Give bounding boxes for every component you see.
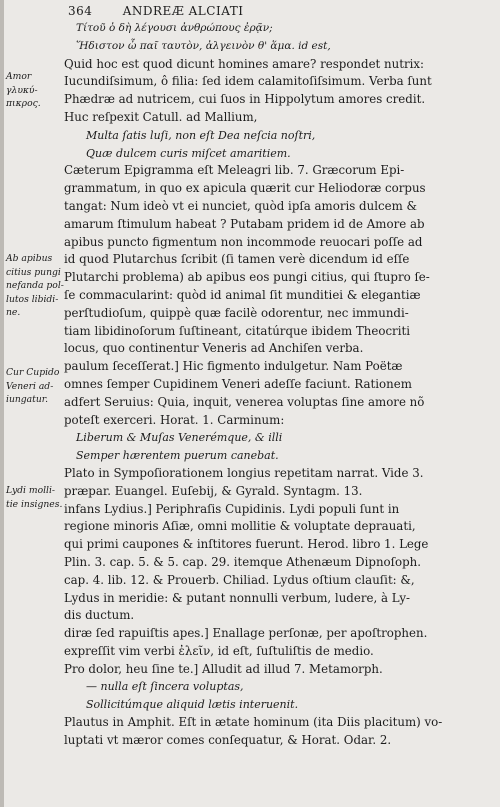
text-line: Plautus in Amphit. Eſt in ætate hominum (ita Diis placitum) vo- bbox=[64, 715, 443, 730]
text-line: poteſt exerceri. Horat. 1. Carminum: bbox=[64, 412, 285, 427]
text-line: regione minoris Aſiæ, omni mollitie & voluptate deprauati, bbox=[64, 519, 416, 534]
margin-note-amor bbox=[6, 70, 66, 111]
text-line: id quod Plutarchus ſcribit (ſi tamen verè dicendum id eſſe bbox=[64, 252, 410, 267]
margin-note-line: γλυκύ- bbox=[6, 84, 38, 96]
text-line: diræ ſed rapuiſtis apes.] Enallage perſonæ, per apoſtrophen. bbox=[64, 626, 428, 641]
margin-note-line: Cur Cupido bbox=[6, 367, 60, 378]
text-line: adfert Seruius: Quia, inquit, venerea voluptas ſine amore nõ bbox=[64, 394, 425, 409]
text-line: omnes ſemper Cupidinem Veneri adeſſe faciunt. Rationem bbox=[64, 376, 412, 391]
text-line: Cæterum Epigramma eſt Meleagri lib. 7. Græcorum Epi- bbox=[64, 163, 405, 178]
verse-line: Sollicitúmque aliquid lætis interuenit. bbox=[86, 698, 299, 712]
text-line: luptati vt mæror comes conſequatur, & Horat. Odar. 2. bbox=[64, 732, 392, 747]
verse-line: Liberum & Muſas Venerémque, & illi bbox=[76, 431, 283, 445]
margin-note-line: Veneri ad- bbox=[6, 380, 54, 392]
margin-note-line: nefanda pol- bbox=[6, 280, 64, 291]
text-line: cap. 4. lib. 12. & Prouerb. Chiliad. Lydus oſtium clauſit: &, bbox=[64, 572, 415, 587]
text-line: dis ductum. bbox=[64, 608, 135, 623]
verse-line: — nulla eſt ſincera voluptas, bbox=[86, 680, 244, 694]
running-title: ANDREÆ ALCIATI bbox=[122, 4, 244, 18]
text-line: apibus puncto figmentum non incommode reuocari poſſe ad bbox=[64, 234, 423, 249]
page-number: 364 bbox=[68, 4, 93, 18]
margin-note-line: ne. bbox=[6, 307, 21, 318]
margin-note-line: Amor bbox=[6, 71, 32, 82]
text-line: amarum ſtimulum habeat ? Putabam pridem id de Amore ab bbox=[64, 216, 425, 231]
margin-note-line: tie insignes. bbox=[6, 498, 63, 510]
text-line: Quid hoc est quod dicunt homines amare? respondet nutrix: bbox=[64, 56, 425, 71]
text-line: Pro dolor, heu ſine te.] Alludit ad illud 7. Metamorph. bbox=[64, 661, 383, 676]
page-gutter-shadow bbox=[0, 0, 4, 807]
text-line: Phædræ ad nutricem, cui ſuos in Hippolytum amores credit. bbox=[64, 92, 426, 107]
text-line: Plato in Sympoſiorationem longius repetitam narrat. Vide 3. bbox=[64, 465, 424, 480]
margin-note-line: Lydi molli- bbox=[6, 485, 56, 496]
text-line: præpar. Euangel. Euſebij, & Gyrald. Syntagm. 13. bbox=[64, 483, 363, 498]
margin-note-lydi bbox=[6, 484, 66, 511]
margin-note-line: Ab apibus bbox=[6, 253, 53, 264]
text-line: locus, quo continentur Veneris ad Anchiſen verba. bbox=[64, 341, 364, 356]
margin-note-apibus bbox=[6, 252, 66, 320]
text-line: Iucundiſsimum, ô filia: ſed idem calamitoſiſsimum. Verba ſunt bbox=[64, 74, 432, 89]
running-header bbox=[68, 4, 243, 18]
text-line: qui primi caupones & inſtitores fuerunt. Herod. libro 1. Lege bbox=[64, 537, 429, 552]
greek-verse-line: Ἥδιστον ὦ παῖ ταυτὸν, ἀλγεινὸν θ' ἅμα. id est, bbox=[76, 39, 331, 52]
text-line: expreſſit vim verbi ἐλεῖν, id eſt, ſuſtuliſtis de medio. bbox=[64, 643, 374, 658]
greek-verse-line: Τίτοῦ ὁ δὴ λέγουσι ἀνθρώπους ἐρᾷν; bbox=[76, 22, 273, 34]
verse-line: Quæ dulcem curis miſcet amaritiem. bbox=[86, 146, 291, 160]
text-line: ſe commacularint: quòd id animal ſit munditiei & elegantiæ bbox=[64, 287, 421, 302]
text-line: perſtudioſum, quippè quæ facilè odorentur, nec immundi- bbox=[64, 305, 409, 320]
text-line: infans Lydius.] Periphraſis Cupidinis. Lydi populi ſunt in bbox=[64, 501, 400, 516]
text-line: tangat: Num ideò vt ei nunciet, quòd ipſa amoris dulcem & bbox=[64, 198, 418, 213]
verse-line: Multa ſatis luſi, non eſt Dea neſcia noſtri, bbox=[86, 128, 316, 142]
margin-note-line: iungatur. bbox=[6, 394, 49, 405]
text-line: Plutarchi problema) ab apibus eos pungi citius, qui ſtupro ſe- bbox=[64, 270, 430, 285]
verse-line: Semper hærentem puerum canebat. bbox=[76, 449, 279, 463]
margin-note-line: citius pungi bbox=[6, 266, 61, 278]
text-line: Huc reſpexit Catull. ad Mallium, bbox=[64, 109, 258, 124]
margin-note-cupido bbox=[6, 366, 66, 407]
margin-note-line: lutos libidi- bbox=[6, 293, 59, 305]
text-line: Lydus in meridie: & putant nonnulli verbum, ludere, à Ly- bbox=[64, 590, 411, 605]
commentary-text bbox=[64, 20, 492, 750]
text-line: tiam libidinoſorum ſuſtineant, citatúrque ibidem Theocriti bbox=[64, 323, 410, 338]
text-line: paulum ſeceſſerat.] Hic figmento indulgetur. Nam Poëtæ bbox=[64, 359, 403, 374]
text-line: Plin. 3. cap. 5. & 5. cap. 29. itemque Athenæum Dipnoſoph. bbox=[64, 554, 422, 569]
text-line: grammatum, in quo ex apicula quærit cur Heliodoræ corpus bbox=[64, 181, 426, 196]
margin-note-line: πικρος. bbox=[6, 98, 41, 109]
